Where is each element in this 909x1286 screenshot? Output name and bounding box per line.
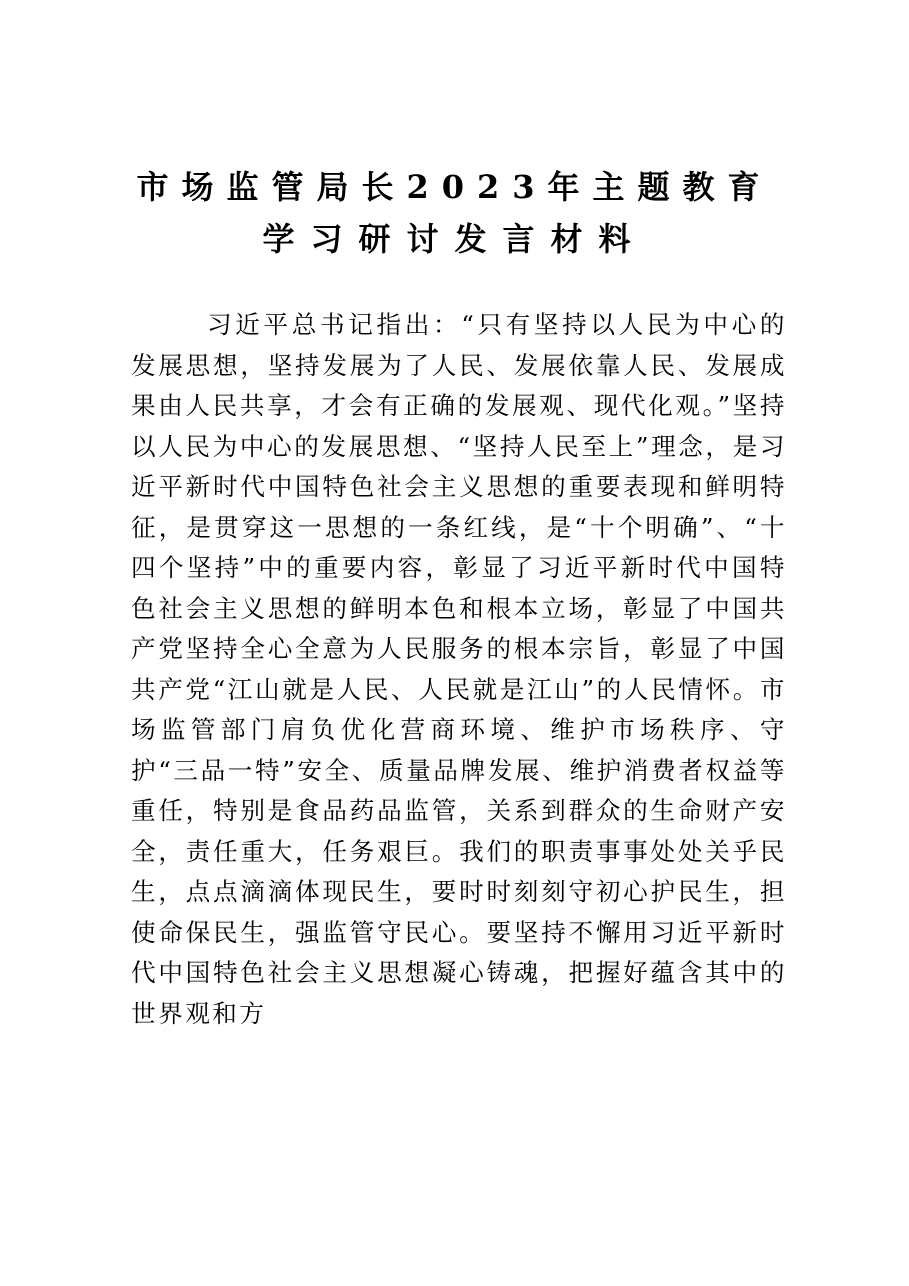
- document-title-line-2: 学习研讨发言材料: [262, 220, 647, 258]
- document-title-line-1: 市场监管局长2023年主题教育: [136, 168, 773, 206]
- body-paragraph: 习近平总书记指出：“只有坚持以人民为中心的发展思想，坚持发展为了人民、发展依靠人民、发展成果由人民共享，才会有正确的发展观、现代化观。”坚持以人民为中心的发展思想、“坚持人民至上”理念，是习近平新时代中国特色社会主义思想的重要表现和鲜明特征，是贯穿这一思想的一条红线，是“十个明确”、“十四个坚持”中的重要内容，彰显了习近平新时代中国特色社会主义思想的鲜明本色和根本立场，彰显了中国共产党坚持全心全意为人民服务的根本宗旨，彰显了中国共产党“江山就是人民、人民就是江山”的人民情怀。市场监管部门肩负优化营商环境、维护市场秩序、守护“三品一特”安全、质量品牌发展、维护消费者权益等重任，特别是食品药品监管，关系到群众的生命财产安全，责任重大，任务艰巨。我们的职责事事处处关乎民生，点点滴滴体现民生，要时时刻刻守初心护民生，担使命保民生，强监管守民心。要坚持不懈用习近平新时代中国特色社会主义思想凝心铸魂，把握好蕴含其中的世界观和方: [131, 310, 787, 1028]
